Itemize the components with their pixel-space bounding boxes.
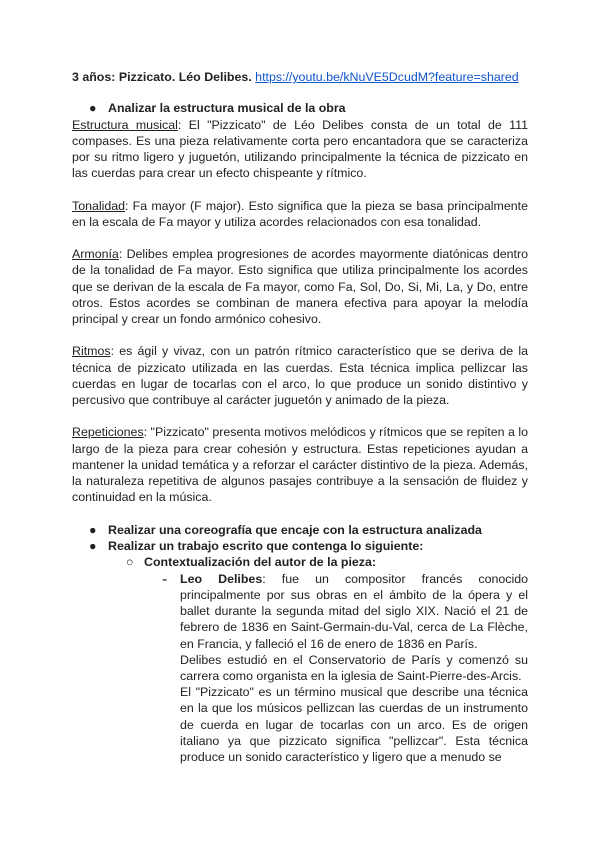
bio-paragraph-1 [180, 571, 528, 652]
section-label: Estructura musical [72, 117, 178, 132]
bullet-text: Analizar la estructura musical de la obra [108, 101, 346, 116]
bullet-analizar [72, 100, 528, 116]
section-text: : es ágil y vivaz, con un patrón rítmico característico que se deriva de la técnica de pizzicato utilizada en las cuerdas. Esta técnica implica pellizcar las cuerdas en lugar de tocarlas con el arco, lo que produce un sonido distintivo y percusivo que contribuye al carácter juguetón y animado de la pieza. [72, 344, 528, 408]
subbullet-text: Contextualización del autor de la pieza: [144, 555, 377, 570]
section-text: : "Pizzicato" presenta motivos melódicos y rítmicos que se repiten a lo largo de la pieza para crear cohesión y estructura. Estas repeticiones ayudan a mantener la unidad temática y a reforzar el carácter distintivo de la pieza. Además, la naturaleza repetitiva de algunos pasajes contribuye a la sensación de fluidez y continuidad en la música. [72, 425, 528, 505]
bullet-icon: ● [89, 522, 97, 537]
bullet-coreografia [72, 522, 528, 538]
composer-name: Leo Delibes [180, 571, 263, 586]
bullet-icon: ● [89, 539, 97, 554]
youtube-link[interactable]: https://youtu.be/kNuVE5DcudM?feature=shared [255, 70, 519, 84]
bullet-trabajo [72, 538, 528, 554]
section-label: Tonalidad [72, 198, 126, 213]
title-text: 3 años: Pizzicato. Léo Delibes [72, 70, 249, 84]
section-repeticiones [72, 424, 528, 505]
document-page [72, 69, 528, 765]
section-armonia [72, 246, 528, 327]
bullet-text: Realizar una coreografía que encaje con la estructura analizada [108, 522, 482, 537]
section-tonalidad [72, 198, 528, 230]
section-estructura [72, 117, 528, 182]
circle-bullet-icon: ○ [126, 555, 134, 570]
bio-paragraph-2: Delibes estudió en el Conservatorio de París y comenzó su carrera como organista en la iglesia de Saint-Pierre-des-Arcis. [180, 652, 528, 684]
section-ritmos [72, 343, 528, 408]
title-separator: . [248, 70, 256, 84]
dash-bullet-icon: - [162, 570, 168, 588]
bio-paragraph-3: El "Pizzicato" es un término musical que describe una técnica en la que los músicos pellizcan las cuerdas de un instrumento de cuerda en lugar de tocarlas con un arco. Es de origen italiano ya que pizzicato significa "pellizcar". Esta técnica produce un sonido característico y ligero que a menudo se [180, 685, 528, 765]
page-title [72, 69, 528, 85]
section-label: Repeticiones [72, 425, 144, 440]
subbullet-contextualizacion [72, 554, 528, 570]
bullet-text: Realizar un trabajo escrito que contenga lo siguiente: [108, 539, 424, 554]
section-text: : Delibes emplea progresiones de acordes mayormente diatónicas dentro de la tonalidad de Fa mayor. Esto significa que utiliza principalmente los acordes que se derivan de la escala de Fa mayor, como Fa, Sol, Do, Si, Mi, La, y Do, entre otros. Estos acordes se combinan de manera efectiva para apoyar la melodía principal y crear un fondo armónico cohesivo. [72, 247, 528, 327]
bullet-icon: ● [89, 101, 97, 116]
section-text: : Fa mayor (F major). Esto significa que la pieza se basa principalmente en la escala de Fa mayor y utiliza acordes relacionados con esa tonalidad. [72, 198, 528, 229]
bio-block [72, 571, 528, 765]
section-label: Ritmos [72, 344, 111, 359]
section-text: : El "Pizzicato" de Léo Delibes consta de un total de 111 compases. Es una pieza relativamente corta pero encantadora que se caracteriza por su ritmo ligero y juguetón, utilizando principalmente la técnica de pizzicato en las cuerdas para crear un efecto chispeante y rítmico. [72, 117, 528, 181]
section-label: Armonía [72, 247, 119, 262]
bio-text: : fue un compositor francés conocido principalmente por sus obras en el ámbito de la ópera y el ballet durante la segunda mitad del siglo XIX. Nació el 21 de febrero de 1836 en Saint-Germain-du-Val, cerca de La Flèche, en Francia, y falleció el 16 de enero de 1836 en París. [180, 571, 529, 651]
